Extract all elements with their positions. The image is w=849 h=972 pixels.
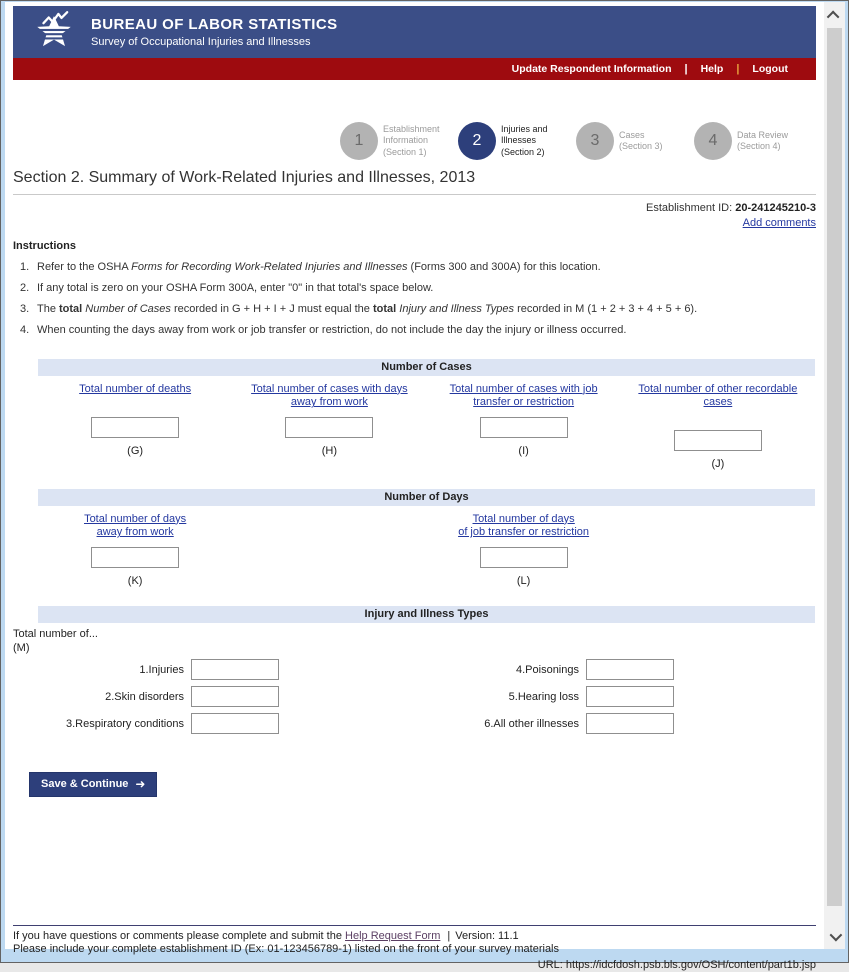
step-cases[interactable] [576, 122, 694, 160]
label-poisonings: 4.Poisonings [516, 663, 579, 676]
scrollbar-thumb[interactable] [827, 28, 842, 906]
add-comments-link[interactable]: Add comments [742, 216, 816, 229]
step-data-review[interactable] [694, 122, 812, 160]
days-job-transfer-link[interactable]: Total number of days of job transfer or restriction [458, 512, 590, 539]
navbar-separator-gold: | [736, 63, 740, 75]
progress-steps [340, 122, 816, 160]
help-request-form-link[interactable]: Help Request Form [345, 930, 441, 943]
page-viewport [5, 2, 845, 971]
step-4-circle: 4 [694, 122, 732, 160]
injury-types-header: Injury and Illness Types [38, 606, 815, 623]
total-deaths-link[interactable]: Total number of deaths [79, 382, 192, 395]
letter-k: (K) [127, 574, 143, 587]
letter-l: (L) [516, 574, 531, 587]
input-respiratory-conditions[interactable] [191, 713, 279, 734]
input-j[interactable] [674, 430, 762, 451]
number-of-days-header: Number of Days [38, 489, 815, 506]
cases-column-other-recordable [621, 376, 815, 470]
logout-link[interactable]: Logout [752, 63, 788, 75]
vertical-scrollbar[interactable] [824, 2, 845, 949]
input-h[interactable] [285, 417, 373, 438]
agency-title: BUREAU OF LABOR STATISTICS [91, 16, 338, 33]
update-respondent-link[interactable]: Update Respondent Information [511, 63, 672, 75]
establishment-id-value: 20-241245210-3 [735, 202, 816, 214]
cases-column-days-away [232, 376, 426, 470]
establishment-id-line [13, 201, 816, 216]
injury-types-body [13, 627, 816, 735]
label-hearing-loss: 5.Hearing loss [508, 690, 579, 703]
types-intro: Total number of... [13, 627, 98, 640]
label-respiratory-conditions: 3.Respiratory conditions [65, 717, 184, 730]
page-content [5, 2, 824, 972]
step-1-circle: 1 [340, 122, 378, 160]
injury-types-section [13, 606, 816, 735]
input-skin-disorders[interactable] [191, 686, 279, 707]
label-all-other-illnesses: 6.All other illnesses [484, 717, 579, 730]
instruction-item: 2. If any total is zero on your OSHA Form 300A, enter "0" in that total's space below. [20, 281, 434, 294]
step-injuries-illnesses[interactable] [458, 122, 576, 160]
cases-grid [38, 376, 815, 470]
input-poisonings[interactable] [586, 659, 674, 680]
page-title: Section 2. Summary of Work-Related Injuries and Illnesses, 2013 [13, 169, 816, 195]
other-recordable-cases-link[interactable]: Total number of other recordable cases [638, 382, 798, 409]
step-2-circle: 2 [458, 122, 496, 160]
navbar-separator: | [684, 63, 688, 75]
establishment-block [13, 201, 816, 231]
footer-line-1: If you have questions or comments please complete and submit the Help Request Form | Version: 11.1 [13, 930, 519, 943]
days-grid [38, 506, 815, 587]
step-1-section: (Section 1) [383, 146, 427, 157]
input-hearing-loss[interactable] [586, 686, 674, 707]
label-skin-disorders: 2.Skin disorders [105, 690, 184, 703]
input-g[interactable] [91, 417, 179, 438]
step-establishment-information[interactable] [340, 122, 458, 160]
letter-h: (H) [321, 444, 338, 457]
letter-g: (G) [127, 444, 144, 457]
letter-j: (J) [711, 457, 725, 470]
cases-days-away-link[interactable]: Total number of cases with days away from work [251, 382, 408, 409]
instruction-item: 4. When counting the days away from work or job transfer or restriction, do not include the day the injury or illness occurred. [20, 323, 627, 336]
input-all-other-illnesses[interactable] [586, 713, 674, 734]
scrollbar-up-icon [827, 10, 840, 23]
instructions [13, 240, 816, 336]
help-link[interactable]: Help [700, 63, 724, 75]
input-injuries[interactable] [191, 659, 279, 680]
step-2-name: Injuries and Illnesses [501, 124, 548, 146]
step-3-section: (Section 3) [619, 141, 663, 151]
step-3-name: Cases [619, 129, 645, 140]
instruction-item: 3. The total Number of Cases recorded in G + H + I + J must equal the total Injury and Illness Types recorded in M (1 + 2 + 3 + 4 + 5 + 6). [20, 302, 698, 315]
instructions-heading: Instructions [13, 239, 76, 252]
cases-job-transfer-link[interactable]: Total number of cases with job transfer or restriction [449, 382, 598, 409]
top-navbar [13, 58, 816, 80]
input-l[interactable] [480, 547, 568, 568]
step-4-section: (Section 4) [737, 141, 781, 151]
scroll-down-button[interactable] [824, 923, 845, 949]
survey-subtitle: Survey of Occupational Injuries and Illnesses [91, 36, 311, 48]
footer-url: URL: https://idcfdosh.psb.bls.gov/OSH/content/part1b.jsp [537, 958, 816, 971]
footer-line-2: Please include your complete establishment ID (Ex: 01-123456789-1) listed on the front of your survey materials [13, 943, 560, 956]
bls-star-logo-icon [31, 10, 77, 54]
number-of-cases-section [38, 359, 815, 470]
step-2-section: (Section 2) [501, 146, 545, 157]
save-continue-button[interactable]: Save & Continue ➜ [29, 772, 157, 797]
days-column-away [38, 506, 232, 587]
label-injuries: 1.Injuries [139, 663, 184, 676]
step-3-circle: 3 [576, 122, 614, 160]
number-of-days-section [38, 489, 815, 587]
establishment-id-label: Establishment ID: [645, 202, 736, 214]
header-text [91, 16, 338, 48]
scroll-up-button[interactable] [824, 2, 845, 28]
days-column-transfer [427, 506, 621, 587]
letter-i: (I) [518, 444, 529, 457]
page-footer [13, 925, 816, 972]
cases-column-job-transfer [427, 376, 621, 470]
instruction-item: 1. Refer to the OSHA Forms for Recording Work-Related Injuries and Illnesses (Forms 300 and 300A) for this location. [20, 260, 601, 273]
cases-column-deaths [38, 376, 232, 470]
days-away-link[interactable]: Total number of days away from work [84, 512, 187, 539]
step-4-name: Data Review [737, 129, 789, 140]
number-of-cases-header: Number of Cases [38, 359, 815, 376]
input-k[interactable] [91, 547, 179, 568]
letter-m: (M) [13, 641, 30, 654]
scrollbar-down-icon [830, 928, 843, 941]
bls-header [13, 6, 816, 58]
arrow-right-icon: ➜ [135, 777, 146, 792]
version-text: Version: 11.1 [455, 930, 519, 943]
step-1-name: Establishment Information [383, 124, 440, 146]
types-grid [13, 659, 816, 734]
input-i[interactable] [480, 417, 568, 438]
